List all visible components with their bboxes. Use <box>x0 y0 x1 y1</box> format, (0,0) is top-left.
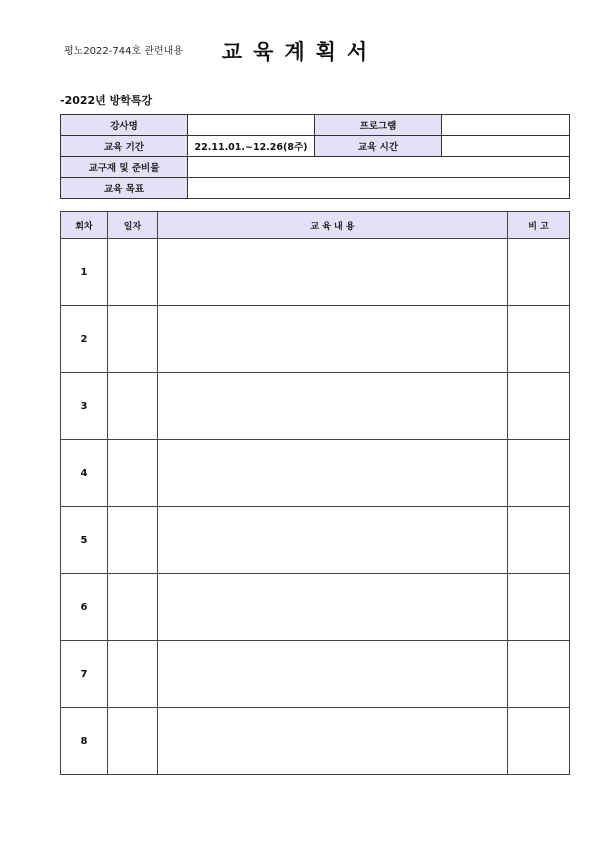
table-row <box>61 440 570 507</box>
schedule-table <box>60 211 570 775</box>
table-row <box>61 507 570 574</box>
content-cell[interactable] <box>158 373 508 440</box>
date-cell[interactable] <box>108 440 158 507</box>
period-label: 교육 기간 <box>61 136 188 157</box>
content-cell[interactable] <box>158 440 508 507</box>
content-header: 교 육 내 용 <box>158 212 508 239</box>
info-row-goal <box>61 178 570 199</box>
schedule-header-row <box>61 212 570 239</box>
note-cell[interactable] <box>508 306 570 373</box>
table-row <box>61 574 570 641</box>
instructor-label: 강사명 <box>61 115 188 136</box>
program-label: 프로그램 <box>315 115 442 136</box>
date-cell[interactable] <box>108 306 158 373</box>
date-cell[interactable] <box>108 641 158 708</box>
content-cell[interactable] <box>158 306 508 373</box>
session-number: 1 <box>61 239 108 306</box>
note-cell[interactable] <box>508 440 570 507</box>
session-header: 회차 <box>61 212 108 239</box>
note-cell[interactable] <box>508 239 570 306</box>
table-row <box>61 708 570 775</box>
info-row-instructor <box>61 115 570 136</box>
instructor-field[interactable] <box>188 115 315 136</box>
date-cell[interactable] <box>108 239 158 306</box>
document-reference: 평노2022-744호 관련내용 <box>64 46 183 57</box>
session-number: 5 <box>61 507 108 574</box>
info-row-materials <box>61 157 570 178</box>
goal-field[interactable] <box>188 178 570 199</box>
date-cell[interactable] <box>108 373 158 440</box>
table-row <box>61 373 570 440</box>
session-number: 6 <box>61 574 108 641</box>
period-field[interactable]: 22.11.01.~12.26(8주) <box>188 136 315 157</box>
content-cell[interactable] <box>158 507 508 574</box>
table-row <box>61 239 570 306</box>
note-cell[interactable] <box>508 574 570 641</box>
page-title: 교육계획서 <box>221 40 379 64</box>
note-cell[interactable] <box>508 708 570 775</box>
program-field[interactable] <box>442 115 570 136</box>
document-subtitle: -2022년 방학특강 <box>60 94 153 107</box>
info-row-period <box>61 136 570 157</box>
note-cell[interactable] <box>508 641 570 708</box>
goal-label: 교육 목표 <box>61 178 188 199</box>
info-table <box>60 114 570 199</box>
note-cell[interactable] <box>508 373 570 440</box>
session-number: 2 <box>61 306 108 373</box>
note-cell[interactable] <box>508 507 570 574</box>
date-cell[interactable] <box>108 507 158 574</box>
note-header: 비 고 <box>508 212 570 239</box>
date-header: 일자 <box>108 212 158 239</box>
materials-label: 교구재 및 준비물 <box>61 157 188 178</box>
time-field[interactable] <box>442 136 570 157</box>
date-cell[interactable] <box>108 708 158 775</box>
content-cell[interactable] <box>158 574 508 641</box>
table-row <box>61 306 570 373</box>
date-cell[interactable] <box>108 574 158 641</box>
session-number: 4 <box>61 440 108 507</box>
session-number: 3 <box>61 373 108 440</box>
content-cell[interactable] <box>158 239 508 306</box>
content-cell[interactable] <box>158 641 508 708</box>
session-number: 7 <box>61 641 108 708</box>
session-number: 8 <box>61 708 108 775</box>
materials-field[interactable] <box>188 157 570 178</box>
time-label: 교육 시간 <box>315 136 442 157</box>
content-cell[interactable] <box>158 708 508 775</box>
table-row <box>61 641 570 708</box>
